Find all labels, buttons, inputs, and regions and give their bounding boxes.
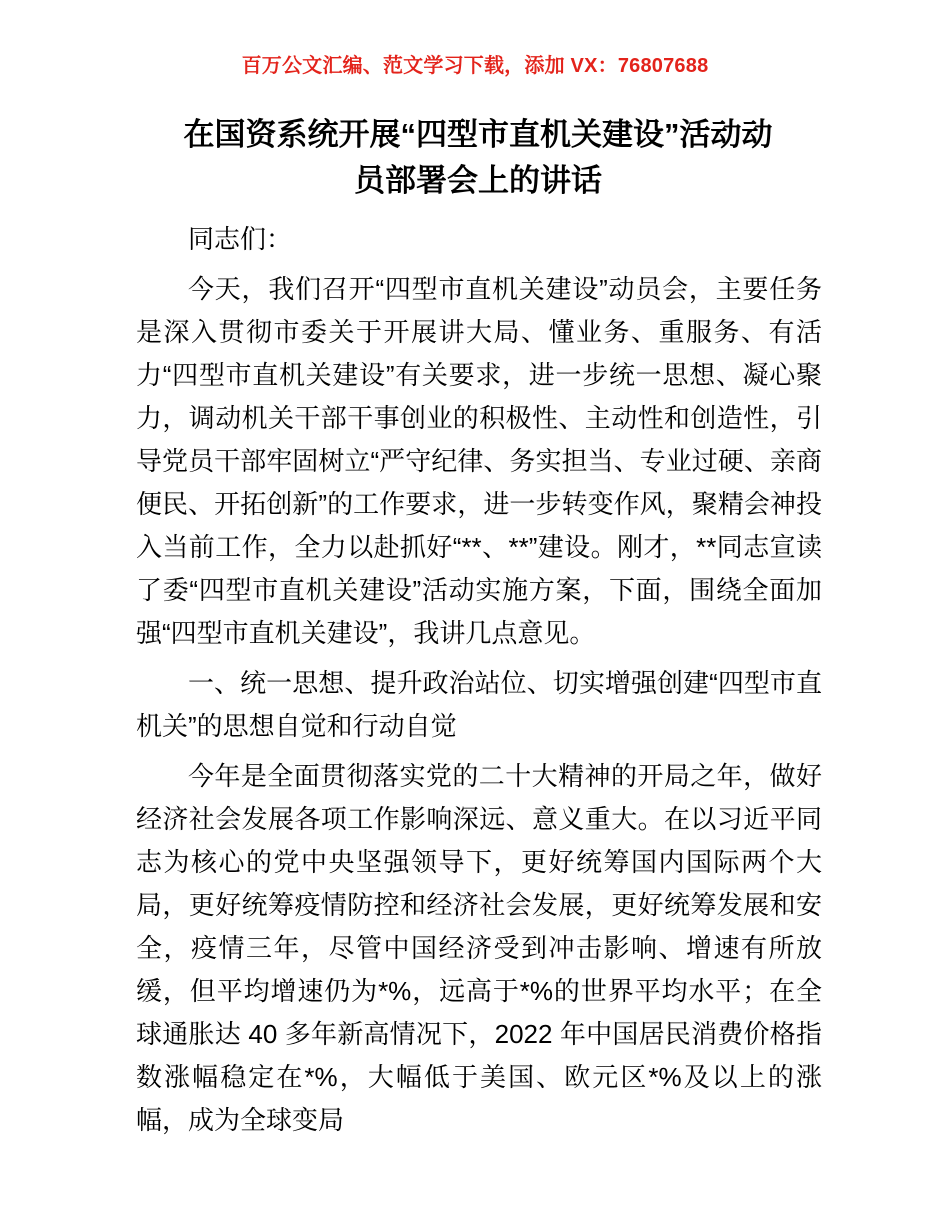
page-title-line-2: 员部署会上的讲话 [354, 163, 602, 198]
paragraph-section-1-body: 今年是全面贯彻落实党的二十大精神的开局之年，做好经济社会发展各项工作影响深远、意义重大。在以习近平同志为核心的党中央坚强领导下，更好统筹国内国际两个大局，更好统筹疫情防控和经济社会发展，更好统筹发展和安全，疫情三年，尽管中国经济受到冲击影响、增速有所放缓，但平均增速仍为*%，远高于*%的世界平均水平；在全球通胀达 40 多年新高情况下，2022 年中国居民消费价格指数涨幅稳定在*%，大幅低于美国、欧元区*%及以上的涨幅，成为全球变局 [136, 761, 822, 1135]
page-title [136, 112, 820, 204]
watermark-promo-text: 百万公文汇编、范文学习下载，添加 VX：76807688 [241, 55, 709, 77]
page-title-line-1: 在国资系统开展“四型市直机关建设”活动动 [183, 117, 773, 152]
paragraph-salutation: 同志们： [188, 224, 293, 254]
document-body [136, 218, 822, 1142]
paragraph-opening: 今天，我们召开“四型市直机关建设”动员会，主要任务是深入贯彻市委关于开展讲大局、懂业务、重服务、有活力“四型市直机关建设”有关要求，进一步统一思想、凝心聚力，调动机关干部干事创业的积极性、主动性和创造性，引导党员干部牢固树立“严守纪律、务实担当、专业过硬、亲商便民、开拓创新”的工作要求，进一步转变作风，聚精会神投入当前工作，全力以赴抓好“**、**”建设。刚才，**同志宣读了委“四型市直机关建设”活动实施方案，下面，围绕全面加强“四型市直机关建设”，我讲几点意见。 [136, 274, 822, 648]
section-heading-1: 一、统一思想、提升政治站位、切实增强创建“四型市直机关”的思想自觉和行动自觉 [136, 668, 822, 741]
